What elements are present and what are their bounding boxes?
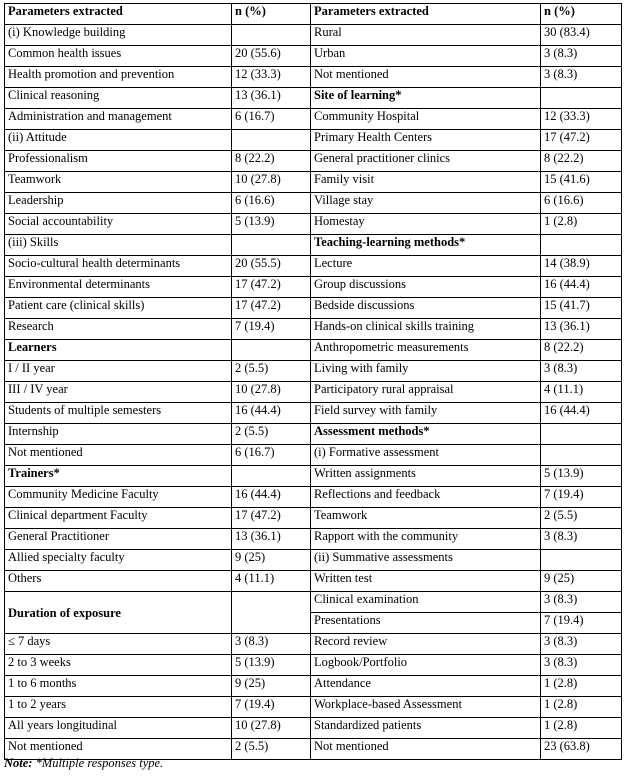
left-value-cell <box>232 466 311 487</box>
left-parameter-cell: Others <box>5 571 232 592</box>
right-parameter-cell: General practitioner clinics <box>311 151 541 172</box>
left-value-cell <box>232 235 311 256</box>
right-parameter-cell: (i) Formative assessment <box>311 445 541 466</box>
right-parameter-cell: Not mentioned <box>311 739 541 760</box>
left-value-cell: 5 (13.9) <box>232 655 311 676</box>
parameters-table <box>4 3 622 760</box>
table-row <box>5 508 622 529</box>
left-parameter-cell: Patient care (clinical skills) <box>5 298 232 319</box>
table-row <box>5 193 622 214</box>
left-value-cell: 2 (5.5) <box>232 424 311 445</box>
left-parameter-cell: (i) Knowledge building <box>5 25 232 46</box>
table-row <box>5 151 622 172</box>
left-value-cell: 12 (33.3) <box>232 67 311 88</box>
left-value-cell: 8 (22.2) <box>232 151 311 172</box>
table-body <box>5 25 622 760</box>
right-parameter-cell: Record review <box>311 634 541 655</box>
left-parameter-cell: Research <box>5 319 232 340</box>
left-value-cell: 3 (8.3) <box>232 634 311 655</box>
right-value-cell: 14 (38.9) <box>541 256 622 277</box>
header-left-n: n (%) <box>232 4 311 25</box>
table-row <box>5 487 622 508</box>
table-row <box>5 109 622 130</box>
right-parameter-cell: Presentations <box>311 613 541 634</box>
right-parameter-cell: Lecture <box>311 256 541 277</box>
left-parameter-cell: Not mentioned <box>5 445 232 466</box>
right-parameter-cell: Primary Health Centers <box>311 130 541 151</box>
left-parameter-cell: Social accountability <box>5 214 232 235</box>
right-value-cell <box>541 445 622 466</box>
left-parameter-cell: Socio-cultural health determinants <box>5 256 232 277</box>
left-parameter-cell: (iii) Skills <box>5 235 232 256</box>
right-parameter-cell: Group discussions <box>311 277 541 298</box>
right-parameter-cell: Assessment methods* <box>311 424 541 445</box>
table-row <box>5 676 622 697</box>
table-row <box>5 130 622 151</box>
left-parameter-cell: Duration of exposure <box>5 592 232 634</box>
table-note <box>4 756 163 771</box>
right-parameter-cell: Logbook/Portfolio <box>311 655 541 676</box>
left-value-cell <box>232 25 311 46</box>
left-value-cell <box>232 340 311 361</box>
left-parameter-cell: Environmental determinants <box>5 277 232 298</box>
table-row <box>5 67 622 88</box>
right-value-cell: 6 (16.6) <box>541 193 622 214</box>
right-value-cell: 8 (22.2) <box>541 151 622 172</box>
right-parameter-cell: (ii) Summative assessments <box>311 550 541 571</box>
left-value-cell: 16 (44.4) <box>232 403 311 424</box>
table-row <box>5 571 622 592</box>
right-value-cell <box>541 550 622 571</box>
right-value-cell: 3 (8.3) <box>541 529 622 550</box>
header-left-parameters: Parameters extracted <box>5 4 232 25</box>
left-parameter-cell: 2 to 3 weeks <box>5 655 232 676</box>
right-parameter-cell: Living with family <box>311 361 541 382</box>
right-parameter-cell: Community Hospital <box>311 109 541 130</box>
left-value-cell: 13 (36.1) <box>232 529 311 550</box>
table-row <box>5 634 622 655</box>
note-prefix: Note: <box>4 756 33 770</box>
table-row <box>5 445 622 466</box>
right-value-cell: 3 (8.3) <box>541 46 622 67</box>
table-row <box>5 46 622 67</box>
table-row <box>5 172 622 193</box>
left-value-cell: 2 (5.5) <box>232 361 311 382</box>
table-row <box>5 25 622 46</box>
right-value-cell: 3 (8.3) <box>541 361 622 382</box>
table-row <box>5 424 622 445</box>
right-value-cell: 3 (8.3) <box>541 67 622 88</box>
left-parameter-cell: 1 to 6 months <box>5 676 232 697</box>
right-parameter-cell: Reflections and feedback <box>311 487 541 508</box>
right-parameter-cell: Bedside discussions <box>311 298 541 319</box>
right-value-cell: 16 (44.4) <box>541 277 622 298</box>
table-row <box>5 466 622 487</box>
right-parameter-cell: Written assignments <box>311 466 541 487</box>
right-parameter-cell: Site of learning* <box>311 88 541 109</box>
table-row <box>5 361 622 382</box>
right-value-cell <box>541 424 622 445</box>
right-value-cell: 1 (2.8) <box>541 676 622 697</box>
left-value-cell: 9 (25) <box>232 676 311 697</box>
left-parameter-cell: General Practitioner <box>5 529 232 550</box>
right-parameter-cell: Field survey with family <box>311 403 541 424</box>
left-parameter-cell: Common health issues <box>5 46 232 67</box>
table-row <box>5 718 622 739</box>
right-value-cell: 15 (41.6) <box>541 172 622 193</box>
right-value-cell: 13 (36.1) <box>541 319 622 340</box>
right-value-cell: 12 (33.3) <box>541 109 622 130</box>
table-row <box>5 403 622 424</box>
right-parameter-cell: Clinical examination <box>311 592 541 613</box>
left-parameter-cell: Not mentioned <box>5 739 232 760</box>
left-value-cell: 17 (47.2) <box>232 508 311 529</box>
left-value-cell: 9 (25) <box>232 550 311 571</box>
left-parameter-cell: 1 to 2 years <box>5 697 232 718</box>
left-parameter-cell: Clinical reasoning <box>5 88 232 109</box>
right-value-cell: 17 (47.2) <box>541 130 622 151</box>
note-text: *Multiple responses type. <box>32 756 164 770</box>
right-parameter-cell: Participatory rural appraisal <box>311 382 541 403</box>
left-parameter-cell: I / II year <box>5 361 232 382</box>
right-parameter-cell: Rapport with the community <box>311 529 541 550</box>
right-value-cell: 8 (22.2) <box>541 340 622 361</box>
left-parameter-cell: ≤ 7 days <box>5 634 232 655</box>
table-row <box>5 655 622 676</box>
left-value-cell: 4 (11.1) <box>232 571 311 592</box>
left-value-cell: 7 (19.4) <box>232 319 311 340</box>
right-parameter-cell: Standardized patients <box>311 718 541 739</box>
right-value-cell <box>541 235 622 256</box>
right-value-cell: 1 (2.8) <box>541 214 622 235</box>
right-value-cell: 3 (8.3) <box>541 655 622 676</box>
left-parameter-cell: Learners <box>5 340 232 361</box>
right-parameter-cell: Homestay <box>311 214 541 235</box>
left-parameter-cell: Leadership <box>5 193 232 214</box>
left-value-cell: 10 (27.8) <box>232 172 311 193</box>
table-row <box>5 319 622 340</box>
left-parameter-cell: Administration and management <box>5 109 232 130</box>
left-parameter-cell: Students of multiple semesters <box>5 403 232 424</box>
left-parameter-cell: Internship <box>5 424 232 445</box>
table-row <box>5 88 622 109</box>
table-row <box>5 382 622 403</box>
right-value-cell: 1 (2.8) <box>541 718 622 739</box>
right-parameter-cell: Village stay <box>311 193 541 214</box>
right-parameter-cell: Anthropometric measurements <box>311 340 541 361</box>
right-value-cell: 1 (2.8) <box>541 697 622 718</box>
left-value-cell: 6 (16.7) <box>232 445 311 466</box>
left-value-cell <box>232 130 311 151</box>
left-value-cell: 6 (16.7) <box>232 109 311 130</box>
table-row <box>5 529 622 550</box>
left-value-cell: 2 (5.5) <box>232 739 311 760</box>
left-value-cell: 17 (47.2) <box>232 298 311 319</box>
right-value-cell: 7 (19.4) <box>541 487 622 508</box>
right-parameter-cell: Workplace-based Assessment <box>311 697 541 718</box>
right-parameter-cell: Teamwork <box>311 508 541 529</box>
left-value-cell: 5 (13.9) <box>232 214 311 235</box>
table-row <box>5 277 622 298</box>
right-value-cell: 7 (19.4) <box>541 613 622 634</box>
left-parameter-cell: All years longitudinal <box>5 718 232 739</box>
left-parameter-cell: Allied specialty faculty <box>5 550 232 571</box>
left-value-cell: 17 (47.2) <box>232 277 311 298</box>
left-value-cell: 20 (55.6) <box>232 46 311 67</box>
table-row <box>5 235 622 256</box>
left-value-cell: 16 (44.4) <box>232 487 311 508</box>
table-container <box>4 3 622 760</box>
table-row <box>5 550 622 571</box>
left-value-cell: 6 (16.6) <box>232 193 311 214</box>
table-row <box>5 592 622 613</box>
table-row <box>5 214 622 235</box>
right-value-cell: 3 (8.3) <box>541 634 622 655</box>
right-value-cell: 2 (5.5) <box>541 508 622 529</box>
table-header-row <box>5 4 622 25</box>
right-parameter-cell: Rural <box>311 25 541 46</box>
right-value-cell: 15 (41.7) <box>541 298 622 319</box>
right-value-cell <box>541 88 622 109</box>
left-value-cell: 20 (55.5) <box>232 256 311 277</box>
left-value-cell: 10 (27.8) <box>232 382 311 403</box>
header-right-parameters: Parameters extracted <box>311 4 541 25</box>
left-parameter-cell: III / IV year <box>5 382 232 403</box>
left-parameter-cell: (ii) Attitude <box>5 130 232 151</box>
table-row <box>5 256 622 277</box>
right-value-cell: 9 (25) <box>541 571 622 592</box>
table-row <box>5 340 622 361</box>
left-parameter-cell: Teamwork <box>5 172 232 193</box>
right-parameter-cell: Hands-on clinical skills training <box>311 319 541 340</box>
right-parameter-cell: Teaching-learning methods* <box>311 235 541 256</box>
header-right-n: n (%) <box>541 4 622 25</box>
right-parameter-cell: Family visit <box>311 172 541 193</box>
right-parameter-cell: Written test <box>311 571 541 592</box>
left-parameter-cell: Professionalism <box>5 151 232 172</box>
left-parameter-cell: Health promotion and prevention <box>5 67 232 88</box>
right-parameter-cell: Not mentioned <box>311 67 541 88</box>
left-parameter-cell: Community Medicine Faculty <box>5 487 232 508</box>
right-value-cell: 4 (11.1) <box>541 382 622 403</box>
right-value-cell: 23 (63.8) <box>541 739 622 760</box>
table-row <box>5 697 622 718</box>
right-value-cell: 5 (13.9) <box>541 466 622 487</box>
left-parameter-cell: Clinical department Faculty <box>5 508 232 529</box>
right-parameter-cell: Attendance <box>311 676 541 697</box>
left-value-cell: 10 (27.8) <box>232 718 311 739</box>
left-value-cell <box>232 592 311 634</box>
left-value-cell: 13 (36.1) <box>232 88 311 109</box>
right-value-cell: 3 (8.3) <box>541 592 622 613</box>
left-value-cell: 7 (19.4) <box>232 697 311 718</box>
right-parameter-cell: Urban <box>311 46 541 67</box>
right-value-cell: 30 (83.4) <box>541 25 622 46</box>
table-row <box>5 298 622 319</box>
right-value-cell: 16 (44.4) <box>541 403 622 424</box>
left-parameter-cell: Trainers* <box>5 466 232 487</box>
